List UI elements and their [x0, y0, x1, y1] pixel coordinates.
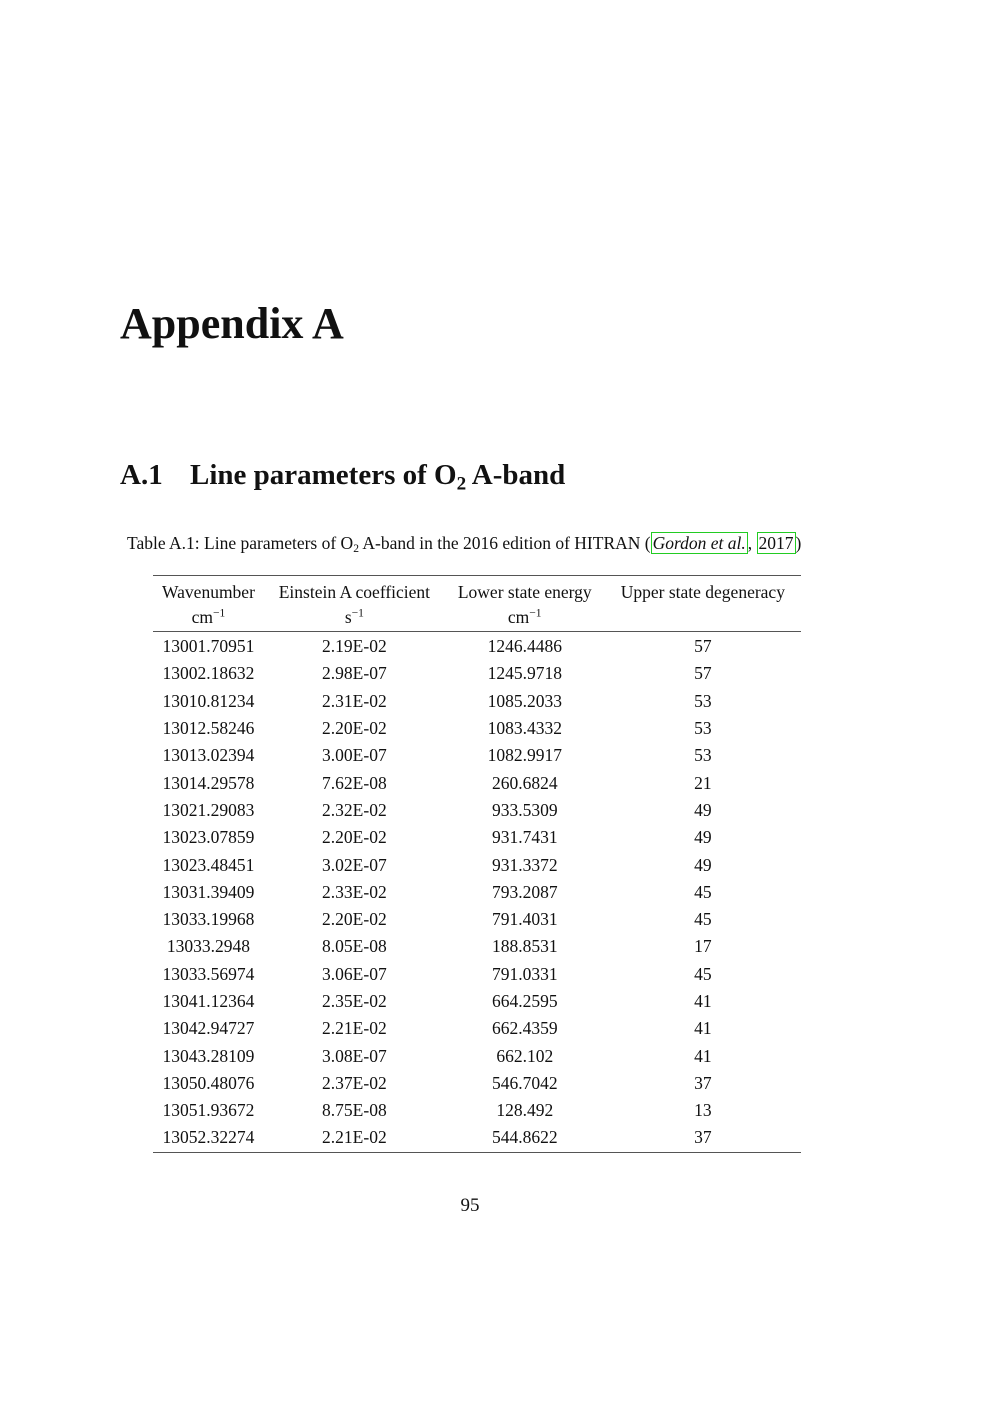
cell-wavenumber: 13013.02394: [162, 745, 255, 766]
line-parameters-table: [153, 575, 801, 1153]
caption-suffix: ): [795, 533, 802, 553]
cell-wavenumber: 13043.28109: [162, 1045, 255, 1066]
cell-upper-state-degeneracy: 41: [694, 1045, 712, 1066]
cell-einstein-a: 2.21E-02: [322, 1018, 387, 1039]
table-row: [153, 1124, 801, 1152]
cell-upper-state-degeneracy: 45: [694, 963, 712, 984]
cell-wavenumber: 13033.56974: [162, 963, 255, 984]
column-header-lower-state-energy: Lower state energy: [457, 582, 592, 602]
cell-upper-state-degeneracy: 37: [694, 1127, 712, 1148]
table-caption: [127, 531, 801, 555]
section-title-text-end: A-band: [466, 459, 566, 491]
cell-wavenumber: 13023.48451: [162, 854, 255, 875]
cell-lower-state-energy: 1245.9718: [487, 663, 562, 684]
unit-exponent: −1: [529, 607, 542, 620]
table-row: [153, 906, 801, 933]
unit-base: cm: [507, 606, 530, 627]
cell-wavenumber: 13051.93672: [162, 1100, 255, 1121]
table-row: [153, 933, 801, 960]
cell-upper-state-degeneracy: 49: [694, 827, 712, 848]
column-header-wavenumber: Wavenumber: [162, 582, 255, 602]
cell-einstein-a: 2.37E-02: [322, 1072, 387, 1093]
cell-einstein-a: 2.20E-02: [322, 718, 387, 739]
cell-lower-state-energy: 260.6824: [491, 772, 558, 793]
table-row: [153, 688, 801, 715]
cell-einstein-a: 2.35E-02: [322, 991, 387, 1011]
caption-middle: A-band in the 2016 edition of HITRAN (: [358, 533, 651, 553]
cell-einstein-a: 8.75E-08: [322, 1100, 387, 1121]
table-row: [153, 1097, 801, 1124]
column-unit-einstein-a: [264, 603, 445, 632]
cell-wavenumber: 13010.81234: [162, 690, 255, 711]
cell-lower-state-energy: 1082.9917: [487, 745, 562, 766]
caption-prefix: Table A.1: Line parameters of O: [127, 533, 354, 553]
column-header-upper-state-degeneracy: Upper state degeneracy: [620, 582, 785, 602]
unit-exponent: −1: [213, 607, 226, 620]
cell-upper-state-degeneracy: 41: [694, 991, 712, 1011]
cell-upper-state-degeneracy: 17: [694, 936, 712, 957]
table-row: [153, 769, 801, 796]
cell-upper-state-degeneracy: 53: [694, 718, 712, 739]
cell-lower-state-energy: 1085.2033: [487, 690, 562, 711]
cell-einstein-a: 2.98E-07: [322, 663, 387, 684]
cell-wavenumber: 13042.94727: [162, 1018, 255, 1039]
cell-wavenumber: 13031.39409: [162, 881, 255, 902]
cell-einstein-a: 2.31E-02: [322, 690, 387, 711]
table-row: [153, 742, 801, 769]
cell-upper-state-degeneracy: 57: [694, 636, 712, 657]
cell-lower-state-energy: 128.492: [496, 1100, 554, 1121]
cell-wavenumber: 13050.48076: [162, 1072, 255, 1093]
unit-base: cm: [191, 606, 214, 627]
cell-einstein-a: 3.02E-07: [322, 854, 387, 875]
cell-einstein-a: 2.33E-02: [322, 881, 387, 902]
cell-lower-state-energy: 791.4031: [491, 909, 558, 930]
cell-lower-state-energy: 662.4359: [491, 1018, 558, 1039]
chapter-title: Appendix A: [120, 299, 344, 348]
cell-wavenumber: 13012.58246: [162, 718, 255, 739]
cell-lower-state-energy: 793.2087: [491, 881, 558, 902]
cell-lower-state-energy: 1246.4486: [487, 636, 562, 657]
cell-einstein-a: 2.19E-02: [322, 636, 387, 657]
table-body: [153, 632, 801, 1153]
cell-upper-state-degeneracy: 37: [694, 1072, 712, 1093]
cell-wavenumber: 13001.70951: [162, 636, 255, 657]
table-row: [153, 824, 801, 851]
cell-upper-state-degeneracy: 49: [694, 799, 712, 820]
table-row: [153, 1042, 801, 1069]
cell-lower-state-energy: 1083.4332: [487, 718, 562, 739]
cell-wavenumber: 13041.12364: [162, 991, 255, 1011]
cell-wavenumber: 13002.18632: [162, 663, 255, 684]
section-title-subscript: 2: [456, 473, 467, 495]
cell-upper-state-degeneracy: 57: [694, 663, 712, 684]
cell-lower-state-energy: 546.7042: [491, 1072, 558, 1093]
cell-lower-state-energy: 791.0331: [491, 963, 558, 984]
table-row: [153, 1070, 801, 1097]
table-row: [153, 1015, 801, 1042]
cell-lower-state-energy: 931.7431: [491, 827, 558, 848]
table-row: [153, 851, 801, 878]
cell-lower-state-energy: 544.8622: [491, 1127, 558, 1148]
section-number: A.1: [120, 459, 163, 491]
cell-wavenumber: 13021.29083: [162, 799, 255, 820]
cell-einstein-a: 3.08E-07: [322, 1045, 387, 1066]
table-row: [153, 961, 801, 988]
cell-wavenumber: 13052.32274: [162, 1127, 255, 1148]
table-row: [153, 632, 801, 661]
table-row: [153, 660, 801, 687]
table-row: [153, 715, 801, 742]
table-row: [153, 797, 801, 824]
section-title-text: Line parameters of O: [190, 459, 457, 491]
cell-wavenumber: 13023.07859: [162, 827, 255, 848]
cell-lower-state-energy: 933.5309: [491, 799, 558, 820]
table-units-row: [153, 603, 801, 632]
citation-author-link[interactable]: Gordon et al.: [652, 533, 746, 553]
page-number: 95: [460, 1195, 480, 1216]
cell-wavenumber: 13014.29578: [162, 772, 255, 793]
caption-subscript: 2: [353, 543, 359, 556]
cell-upper-state-degeneracy: 45: [694, 881, 712, 902]
cell-upper-state-degeneracy: 45: [694, 909, 712, 930]
cell-wavenumber: 13033.19968: [162, 909, 255, 930]
cell-upper-state-degeneracy: 53: [694, 745, 712, 766]
cell-einstein-a: 7.62E-08: [322, 772, 387, 793]
cell-upper-state-degeneracy: 13: [694, 1100, 712, 1121]
cell-einstein-a: 2.20E-02: [322, 827, 387, 848]
cell-einstein-a: 8.05E-08: [322, 936, 387, 957]
cell-lower-state-energy: 188.8531: [491, 936, 558, 957]
cell-lower-state-energy: 931.3372: [491, 854, 558, 875]
cell-upper-state-degeneracy: 53: [694, 690, 712, 711]
cell-upper-state-degeneracy: 21: [694, 772, 712, 793]
column-unit-lower-state-energy: [445, 603, 605, 632]
cell-einstein-a: 2.32E-02: [322, 799, 387, 820]
table-row: [153, 988, 801, 1015]
column-header-einstein-a: Einstein A coefficient: [278, 582, 431, 602]
cell-upper-state-degeneracy: 41: [694, 1018, 712, 1039]
cell-einstein-a: 2.21E-02: [322, 1127, 387, 1148]
table-row: [153, 879, 801, 906]
unit-exponent: −1: [351, 607, 364, 620]
cell-einstein-a: 3.00E-07: [322, 745, 387, 766]
column-unit-upper-state-degeneracy: [605, 603, 801, 632]
unit-base: s: [344, 606, 352, 627]
cell-einstein-a: 2.20E-02: [322, 909, 387, 930]
cell-einstein-a: 3.06E-07: [322, 963, 387, 984]
section-title: [120, 456, 565, 494]
citation-separator: ,: [747, 533, 757, 553]
table-header-row: [153, 576, 801, 604]
cell-lower-state-energy: 664.2595: [491, 991, 558, 1011]
cell-upper-state-degeneracy: 49: [694, 854, 712, 875]
cell-wavenumber: 13033.2948: [166, 936, 251, 957]
column-unit-wavenumber: [153, 603, 264, 632]
citation-year-link[interactable]: 2017: [758, 533, 794, 553]
cell-lower-state-energy: 662.102: [496, 1045, 554, 1066]
